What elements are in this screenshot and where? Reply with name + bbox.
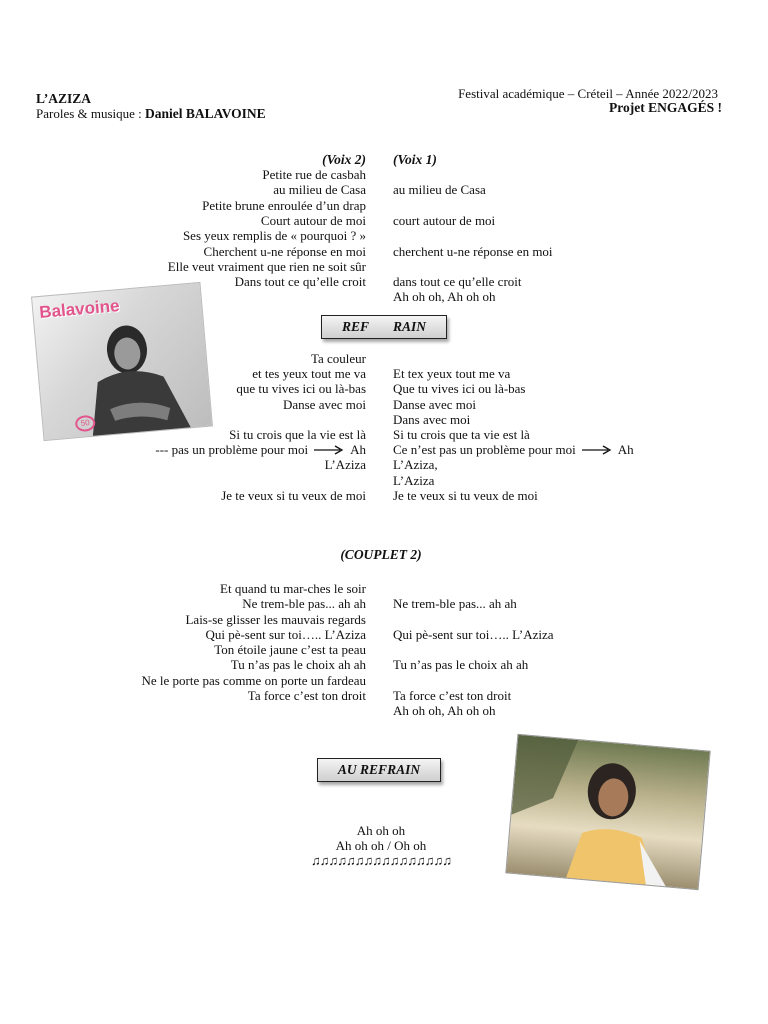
refrain-right-line: Danse avec moi	[393, 397, 477, 412]
voice1-heading: (Voix 1)	[393, 152, 437, 167]
voice2-heading: (Voix 2)	[322, 152, 366, 167]
refrain-label-part1: REF	[341, 319, 369, 334]
refrain-right-text: Ce n’est pas un problème pour moi	[393, 442, 576, 457]
refrain-right-line: L’Aziza	[393, 473, 435, 488]
refrain-right-line: Que tu vives ici ou là-bas	[393, 381, 526, 396]
song-title: L’AZIZA	[36, 91, 92, 106]
verse1-right-line: au milieu de Casa	[393, 182, 486, 197]
verse1-left-line: Cherchent u-ne réponse en moi	[203, 244, 366, 259]
couplet2-right-line: Qui pè-sent sur toi….. L’Aziza	[393, 627, 554, 642]
refrain-left-ah: Ah	[350, 442, 366, 457]
refrain-left-line: que tu vives ici ou là-bas	[236, 381, 366, 396]
verse1-left-line: Petite rue de casbah	[262, 167, 366, 182]
couplet2-left-line: Ta force c’est ton droit	[247, 688, 366, 703]
au-refrain-box: AU REFRAIN	[317, 758, 441, 782]
credits-prefix: Paroles & musique :	[36, 106, 146, 121]
festival-label: Festival académique – Créteil – Année 2022/2023	[458, 86, 718, 101]
couplet2-right-line: Ah oh oh, Ah oh oh	[393, 703, 496, 718]
anniversary-badge: 50	[75, 415, 96, 433]
refrain-right-line: Si tu crois que ta vie est là	[393, 427, 530, 442]
couplet2-left-line: Tu n’as pas le choix ah ah	[230, 657, 366, 672]
refrain-right-line: Et tex yeux tout me va	[393, 366, 511, 381]
outro-line: Ah oh oh	[356, 823, 406, 838]
song-credits	[36, 106, 266, 122]
couplet2-left-line: Lais-se glisser les mauvais regards	[185, 612, 366, 627]
verse1-left-line: Elle veut vraiment que rien ne soit sûr	[167, 259, 366, 274]
refrain-right-line: Je te veux si tu veux de moi	[393, 488, 538, 503]
album-brand-text: Balavoine	[38, 296, 121, 322]
refrain-left-text: --- pas un problème pour moi	[155, 442, 309, 457]
couplet2-right-line: Ne trem-ble pas... ah ah	[393, 596, 517, 611]
couplet2-left-line: Ne trem-ble pas... ah ah	[242, 596, 366, 611]
verse1-right-line: court autour de moi	[393, 213, 496, 228]
verse1-right-line: dans tout ce qu’elle croit	[393, 274, 522, 289]
refrain-left-line: et tes yeux tout me va	[252, 366, 366, 381]
refrain-right-line: Dans avec moi	[393, 412, 471, 427]
right-arrow-icon	[582, 445, 612, 455]
balavoine-album-photo	[31, 282, 213, 441]
couplet2-left-line: Qui pè-sent sur toi….. L’Aziza	[205, 627, 366, 642]
refrain-left-line: L’Aziza	[324, 457, 366, 472]
verse1-right-line: cherchent u-ne réponse en moi	[393, 244, 553, 259]
refrain-label-box	[321, 315, 447, 339]
music-notes-line: ♫♫♫♫♫♫♫♫♫♫♫♫♫♫♫♫	[311, 853, 451, 868]
couplet2-right-line: Tu n’as pas le choix ah ah	[393, 657, 529, 672]
refrain-left-arrow-line	[155, 442, 366, 458]
verse1-left-line: Dans tout ce qu’elle croit	[234, 274, 366, 289]
verse1-left-line: Ses yeux remplis de « pourquoi ? »	[182, 228, 366, 243]
couplet2-left-line: Ton étoile jaune c’est ta peau	[214, 642, 366, 657]
refrain-left-line: Danse avec moi	[282, 397, 366, 412]
refrain-right-arrow-line	[393, 442, 634, 458]
couplet2-left-line: Ne le porte pas comme on porte un fardeau	[141, 673, 366, 688]
outro-line: Ah oh oh / Oh oh	[335, 838, 427, 853]
verse1-right-line: Ah oh oh, Ah oh oh	[393, 289, 496, 304]
project-label: Projet ENGAGÉS !	[609, 100, 722, 115]
couplet2-heading: (COUPLET 2)	[340, 547, 422, 562]
refrain-left-line: Si tu crois que la vie est là	[229, 427, 366, 442]
refrain-label-part2: RAIN	[393, 319, 427, 334]
couplet2-left-line: Et quand tu mar-ches le soir	[220, 581, 366, 596]
refrain-right-ah: Ah	[617, 442, 634, 457]
refrain-left-line: Ta couleur	[310, 351, 366, 366]
right-arrow-icon	[314, 445, 344, 455]
verse1-left-line: au milieu de Casa	[273, 182, 366, 197]
couplet2-right-line: Ta force c’est ton droit	[393, 688, 512, 703]
refrain-right-line: L’Aziza,	[393, 457, 438, 472]
refrain-left-line: Je te veux si tu veux de moi	[221, 488, 366, 503]
credits-author: Daniel BALAVOINE	[145, 106, 266, 121]
verse1-left-line: Court autour de moi	[260, 213, 366, 228]
verse1-left-line: Petite brune enroulée d’un drap	[202, 198, 366, 213]
